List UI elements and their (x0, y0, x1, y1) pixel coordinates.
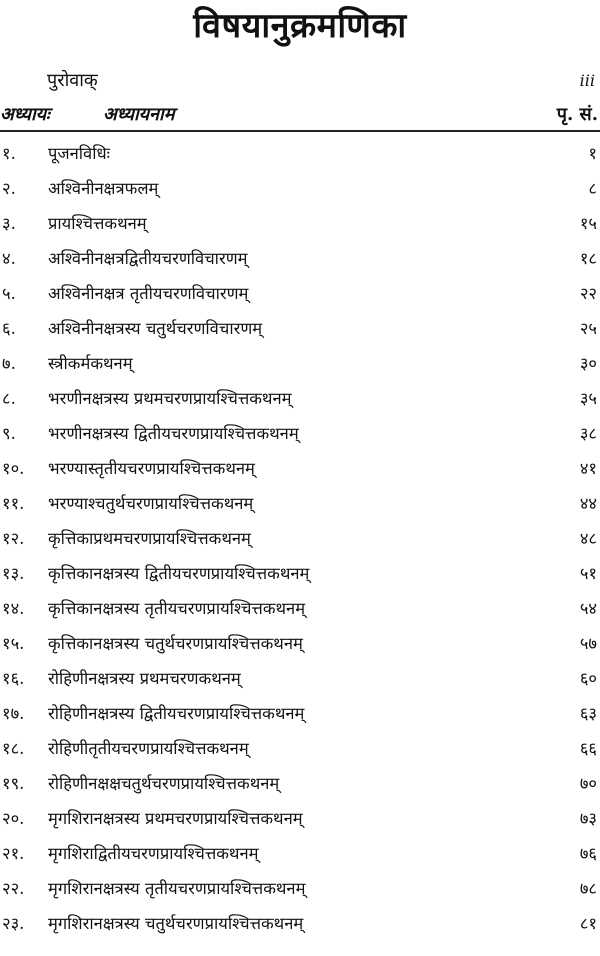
header-divider (0, 130, 600, 132)
chapter-number: ३. (2, 214, 16, 233)
chapter-page-number: ६३ (579, 704, 597, 723)
header-chapter-name: अध्यायनाम (103, 104, 175, 125)
contents-row (0, 487, 600, 522)
contents-row (0, 207, 600, 242)
chapter-name: पूजनविधिः (48, 144, 110, 163)
chapter-page-number: ४१ (579, 459, 597, 478)
contents-row (0, 557, 600, 592)
chapter-number: ५. (2, 284, 16, 303)
chapter-page-number: ३८ (579, 424, 597, 443)
chapter-name: अश्विनीनक्षत्रद्वितीयचरणविचारणम् (48, 249, 248, 268)
chapter-name: कृत्तिकानक्षत्रस्य चतुर्थचरणप्रायश्चित्तकथनम् (48, 634, 303, 653)
chapter-page-number: ५७ (579, 634, 597, 653)
contents-row (0, 802, 600, 837)
chapter-page-number: १५ (579, 214, 597, 233)
chapter-name: अश्विनीनक्षत्रस्य चतुर्थचरणविचारणम् (48, 319, 263, 338)
chapter-number: ११. (2, 494, 25, 513)
chapter-name: कृत्तिकानक्षत्रस्य द्वितीयचरणप्रायश्चित्तकथनम् (48, 564, 310, 583)
contents-row (0, 312, 600, 347)
chapter-number: २२. (2, 879, 25, 898)
chapter-page-number: ८१ (579, 914, 597, 933)
chapter-name: मृगशिरानक्षत्रस्य तृतीयचरणप्रायश्चित्तकथनम् (48, 879, 306, 898)
chapter-number: १५. (2, 634, 25, 653)
chapter-number: ९. (2, 424, 16, 443)
page-title: विषयानुक्रमणिका (193, 6, 407, 46)
header-chapter: अध्यायः (0, 104, 50, 125)
chapter-name: अश्विनीनक्षत्र तृतीयचरणविचारणम् (48, 284, 249, 303)
chapter-name: रोहिणीनक्षक्षचतुर्थचरणप्रायश्चित्तकथनम् (48, 774, 280, 793)
chapter-number: १९. (2, 774, 25, 793)
chapter-page-number: २५ (579, 319, 597, 338)
chapter-name: प्रायश्चित्तकथनम् (48, 214, 147, 233)
contents-row (0, 837, 600, 872)
chapter-page-number: ४८ (579, 529, 597, 548)
chapter-name: स्त्रीकर्मकथनम् (48, 354, 133, 373)
chapter-number: १०. (2, 459, 25, 478)
chapter-page-number: ६० (579, 669, 597, 688)
chapter-page-number: ६६ (579, 739, 597, 758)
chapter-number: ६. (2, 319, 16, 338)
chapter-page-number: ७८ (579, 879, 597, 898)
chapter-name: कृत्तिकानक्षत्रस्य तृतीयचरणप्रायश्चित्तकथनम् (48, 599, 306, 618)
chapter-page-number: १ (588, 144, 597, 163)
chapter-page-number: ४४ (579, 494, 597, 513)
chapter-name: कृत्तिकाप्रथमचरणप्रायश्चित्तकथनम् (48, 529, 251, 548)
chapter-name: अश्विनीनक्षत्रफलम् (48, 179, 159, 198)
chapter-number: १२. (2, 529, 25, 548)
chapter-page-number: ३५ (579, 389, 597, 408)
contents-row (0, 662, 600, 697)
chapter-name: भरणीनक्षत्रस्य द्वितीयचरणप्रायश्चित्तकथनम् (48, 424, 299, 443)
chapter-number: १७. (2, 704, 25, 723)
chapter-name: मृगशिरानक्षत्रस्य प्रथमचरणप्रायश्चित्तकथनम् (48, 809, 303, 828)
chapter-page-number: १८ (579, 249, 597, 268)
chapter-page-number: ५४ (579, 599, 597, 618)
chapter-page-number: २२ (579, 284, 597, 303)
chapter-page-number: ७६ (579, 844, 597, 863)
chapter-page-number: ७० (579, 774, 597, 793)
contents-row (0, 452, 600, 487)
contents-row (0, 732, 600, 767)
contents-row (0, 522, 600, 557)
preface-page-number: iii (579, 71, 595, 90)
chapter-number: १. (2, 144, 16, 163)
chapter-number: १४. (2, 599, 25, 618)
chapter-number: १८. (2, 739, 25, 758)
contents-row (0, 347, 600, 382)
chapter-page-number: ३० (579, 354, 597, 373)
contents-row (0, 137, 600, 172)
chapter-page-number: ८ (588, 179, 597, 198)
contents-row (0, 697, 600, 732)
contents-row (0, 627, 600, 662)
chapter-number: ८. (2, 389, 16, 408)
contents-row (0, 277, 600, 312)
chapter-page-number: ५१ (579, 564, 597, 583)
contents-row (0, 767, 600, 802)
chapter-number: २१. (2, 844, 25, 863)
chapter-number: २३. (2, 914, 25, 933)
chapter-name: भरण्याश्चतुर्थचरणप्रायश्चित्तकथनम् (48, 494, 254, 513)
contents-row (0, 242, 600, 277)
chapter-page-number: ७३ (579, 809, 597, 828)
contents-row (0, 417, 600, 452)
chapter-number: १३. (2, 564, 25, 583)
contents-row (0, 592, 600, 627)
contents-row (0, 907, 600, 942)
contents-row (0, 382, 600, 417)
chapter-number: २०. (2, 809, 25, 828)
contents-row (0, 172, 600, 207)
chapter-number: ४. (2, 249, 16, 268)
contents-list (0, 137, 600, 942)
header-page-number: पृ. सं. (556, 104, 598, 125)
chapter-number: २. (2, 179, 16, 198)
chapter-name: मृगशिरानक्षत्रस्य चतुर्थचरणप्रायश्चित्तकथनम् (48, 914, 304, 933)
chapter-name: भरणीनक्षत्रस्य प्रथमचरणप्रायश्चित्तकथनम् (48, 389, 292, 408)
chapter-number: ७. (2, 354, 16, 373)
chapter-number: १६. (2, 669, 25, 688)
chapter-name: रोहिणीनक्षत्रस्य प्रथमचरणकथनम् (48, 669, 241, 688)
chapter-name: भरण्यास्तृतीयचरणप्रायश्चित्तकथनम् (48, 459, 255, 478)
contents-row (0, 872, 600, 907)
preface-label: पुरोवाक् (47, 70, 98, 91)
chapter-name: रोहिणीतृतीयचरणप्रायश्चित्तकथनम् (48, 739, 249, 758)
chapter-name: रोहिणीनक्षत्रस्य द्वितीयचरणप्रायश्चित्तकथनम् (48, 704, 305, 723)
chapter-name: मृगशिराद्वितीयचरणप्रायश्चित्तकथनम् (48, 844, 259, 863)
